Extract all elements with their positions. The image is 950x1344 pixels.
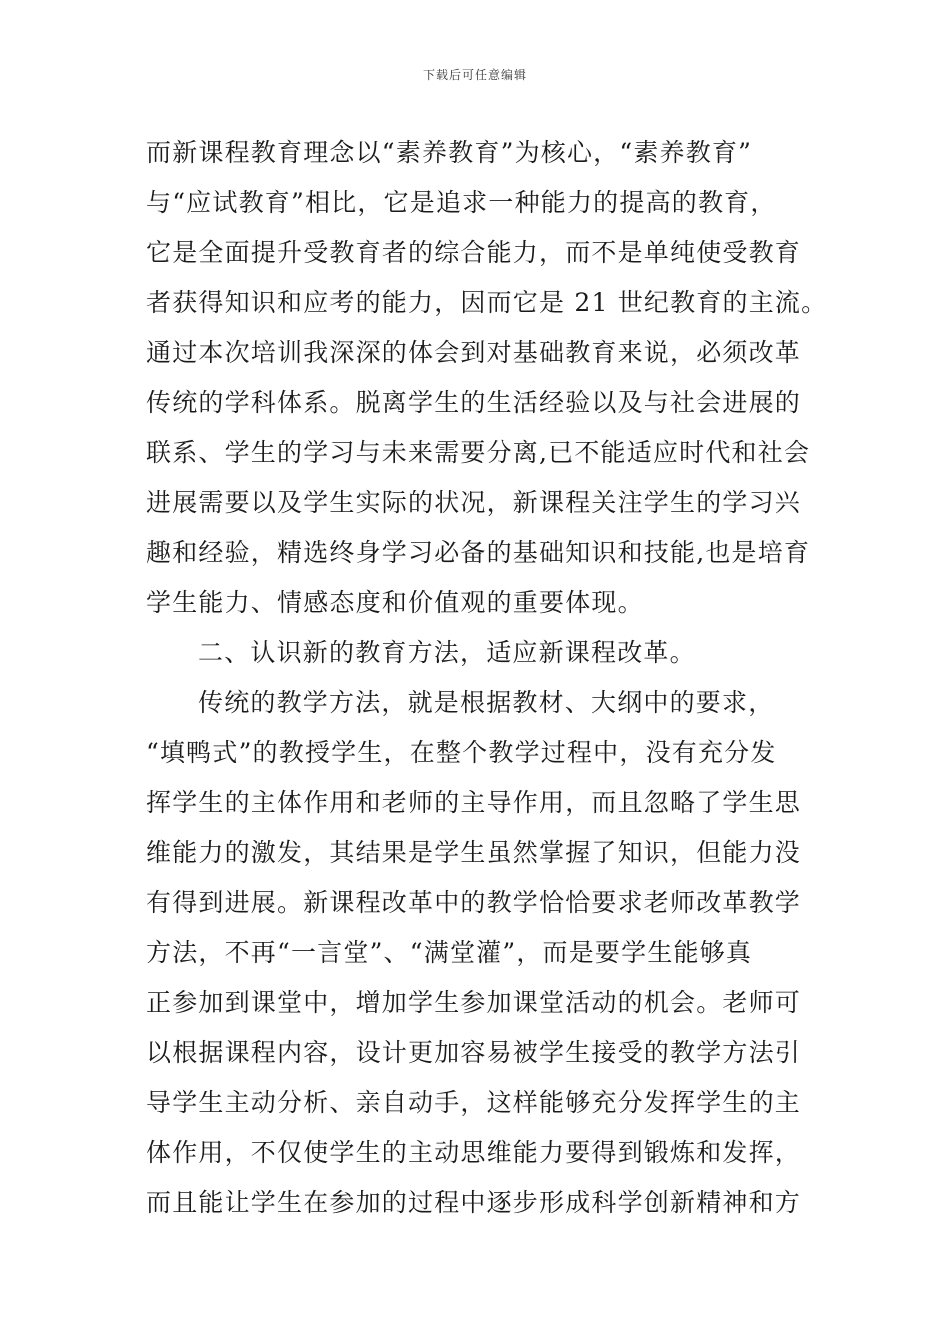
text-line: 而新课程教育理念以“素养教育”为核心，“素养教育”	[146, 138, 753, 167]
text-line: 通过本次培训我深深的体会到对基础教育来说，必须改革	[146, 338, 802, 367]
text-line: “填鸭式”的教授学生，在整个教学过程中，没有充分发	[146, 738, 777, 767]
text-line: 体作用，不仅使学生的主动思维能力要得到锻炼和发挥，	[146, 1138, 802, 1167]
text-line: 与“应试教育”相比，它是追求一种能力的提高的教育，	[146, 188, 777, 217]
text-line: 以根据课程内容，设计更加容易被学生接受的教学方法引	[146, 1038, 802, 1067]
text-line: 学生能力、情感态度和价值观的重要体现。	[146, 588, 644, 617]
text-line: 方法，不再“一言堂”、“满堂灌”，而是要学生能够真	[146, 938, 753, 967]
text-line: 正参加到课堂中，增加学生参加课堂活动的机会。老师可	[146, 988, 802, 1017]
text-line: 而且能让学生在参加的过程中逐步形成科学创新精神和方	[146, 1188, 802, 1217]
section-heading: 二、认识新的教育方法，适应新课程改革。	[198, 638, 696, 667]
text-line: 进展需要以及学生实际的状况，新课程关注学生的学习兴	[146, 488, 802, 517]
text-line: 趣和经验，精选终身学习必备的基础知识和技能,也是培育	[146, 538, 811, 567]
text-line: 传统的学科体系。脱离学生的生活经验以及与社会进展的	[146, 388, 802, 417]
text-line: 它是全面提升受教育者的综合能力，而不是单纯使受教育	[146, 238, 802, 267]
text-line: 挥学生的主体作用和老师的主导作用，而且忽略了学生思	[146, 788, 802, 817]
text-line: 联系、学生的学习与未来需要分离,已不能适应时代和社会	[146, 438, 811, 467]
text-line: 有得到进展。新课程改革中的教学恰恰要求老师改革教学	[146, 888, 802, 917]
text-line: 维能力的激发，其结果是学生虽然掌握了知识，但能力没	[146, 838, 802, 867]
text-line: 者获得知识和应考的能力，因而它是 21 世纪教育的主流。	[146, 288, 828, 317]
text-line: 导学生主动分析、亲自动手，这样能够充分发挥学生的主	[146, 1088, 802, 1117]
paragraph-first-line: 传统的教学方法，就是根据教材、大纲中的要求，	[198, 688, 775, 717]
page-header-note: 下载后可任意编辑	[422, 68, 527, 82]
body-text	[146, 128, 828, 1228]
